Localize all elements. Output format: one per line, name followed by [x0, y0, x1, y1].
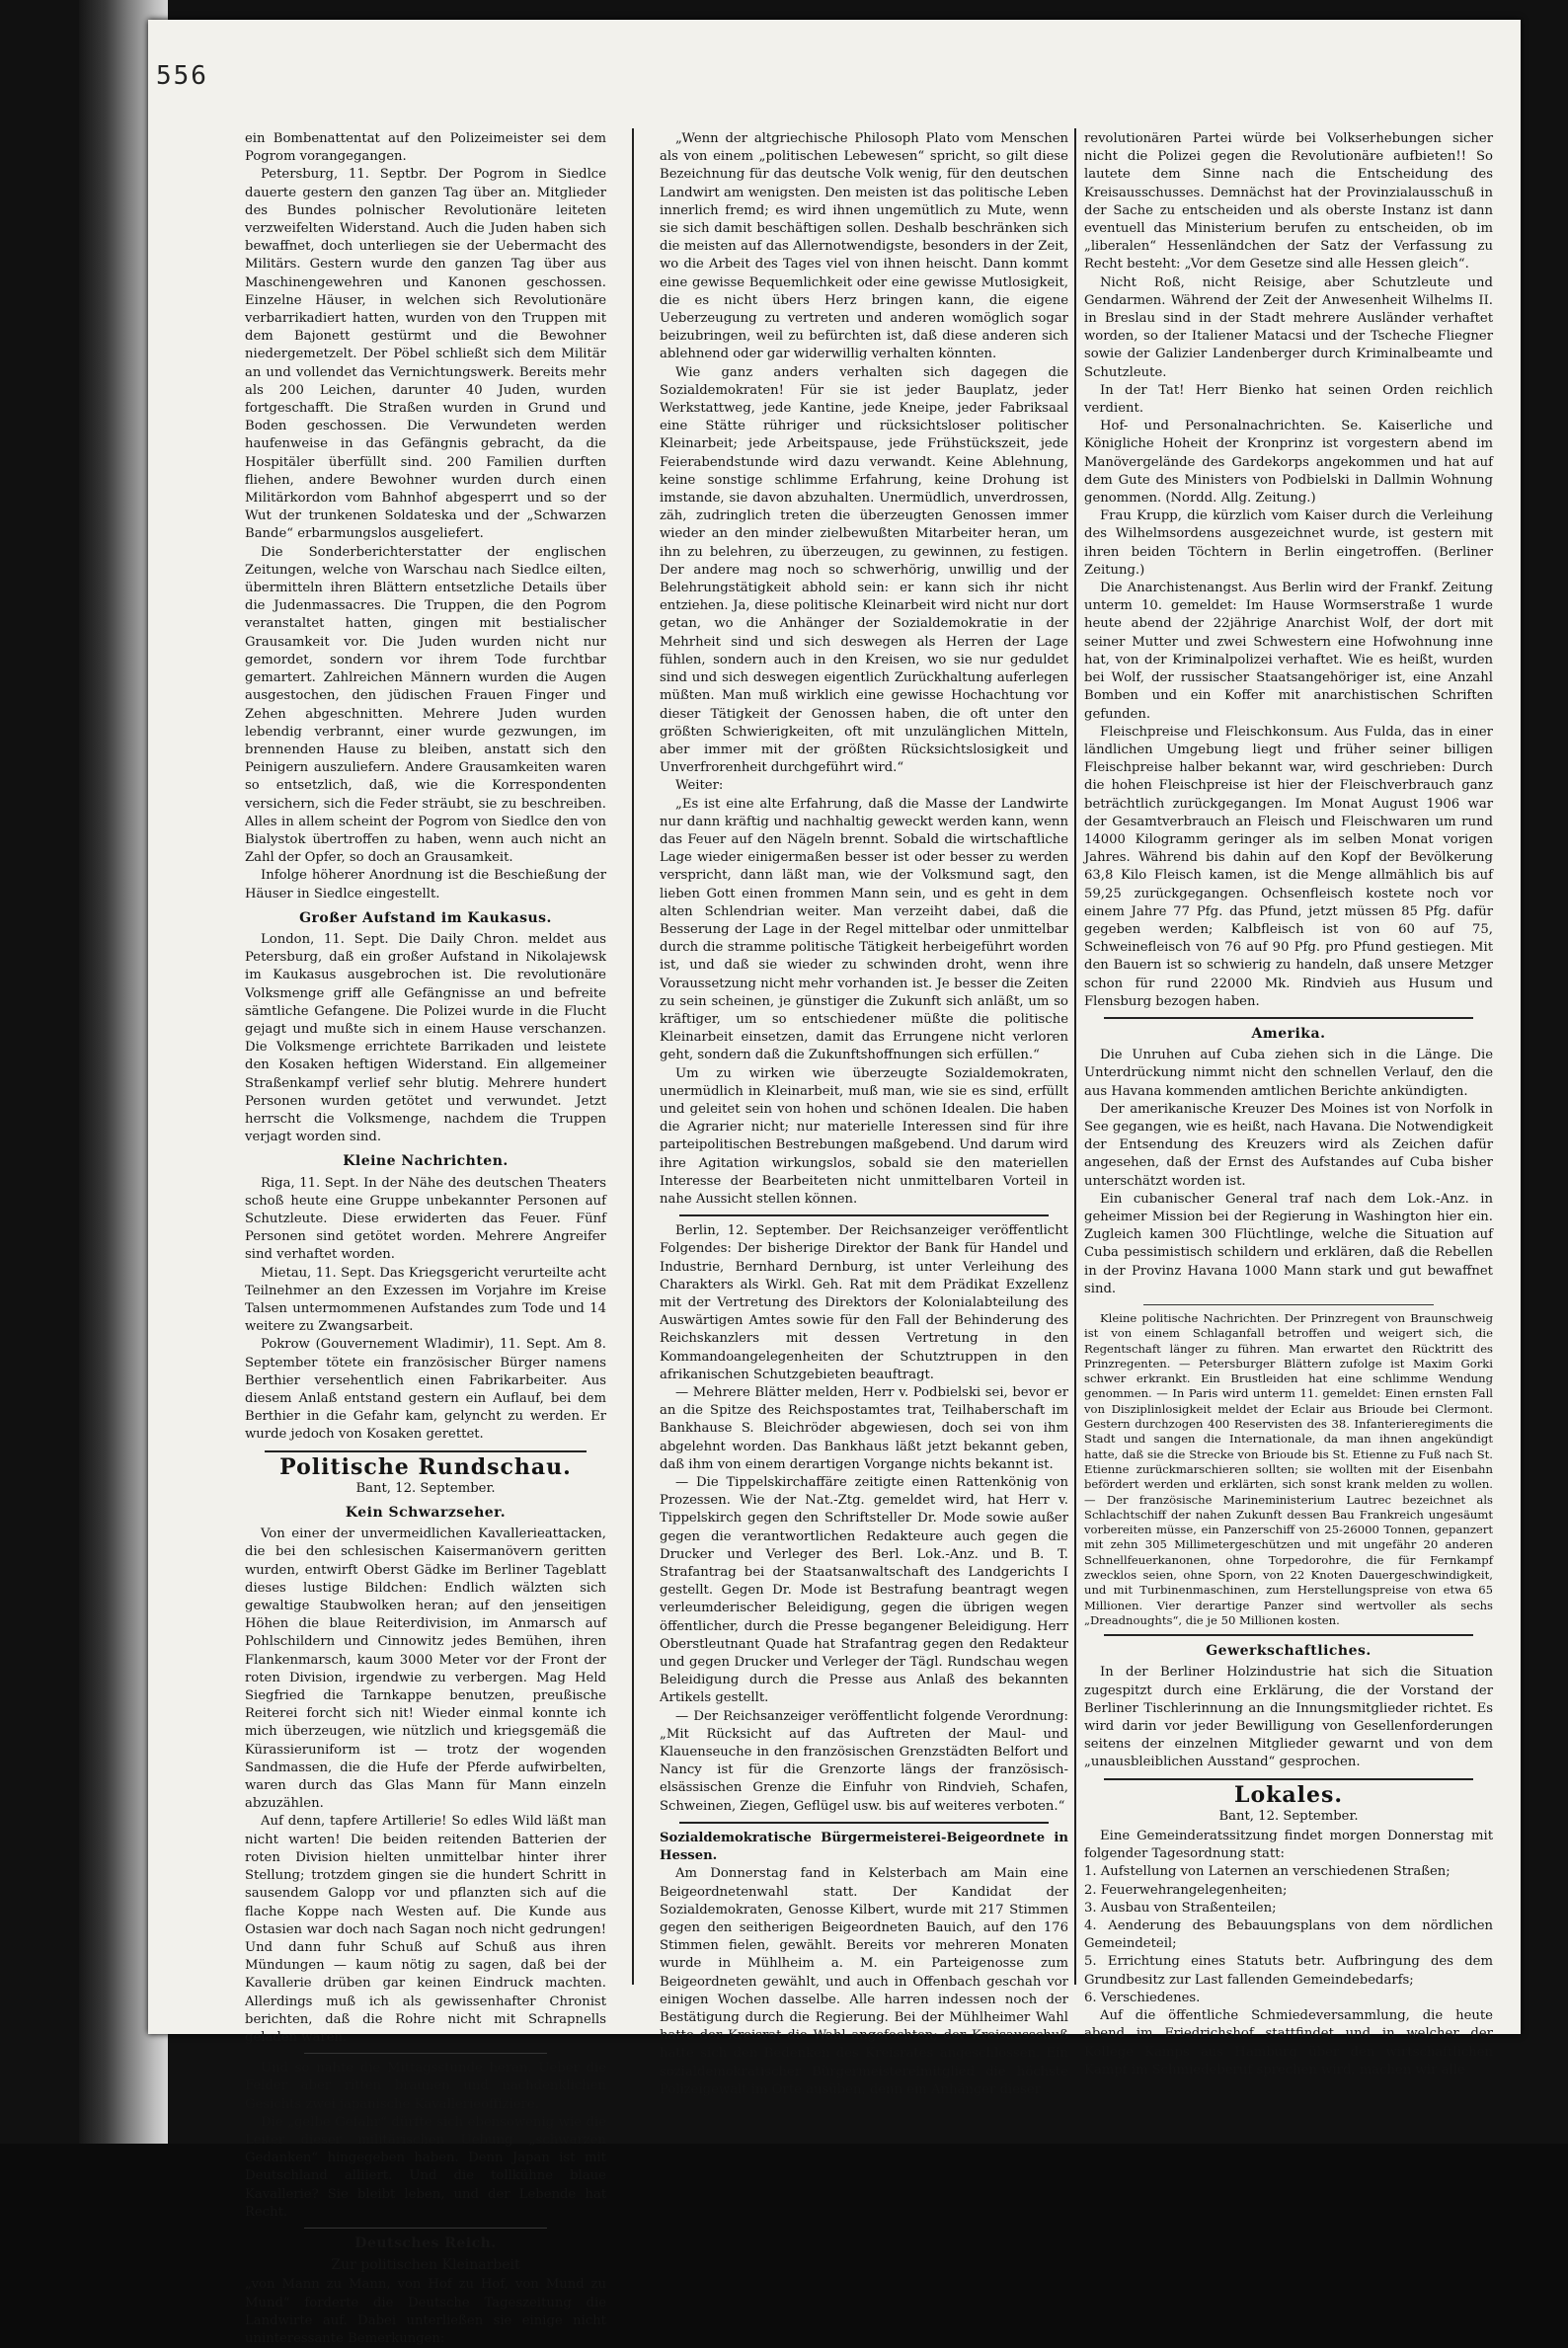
paragraph: Von einer der unvermeidlichen Kavallerieattacken, die bei den schlesischen Kaisermanövern geritten wurden, entwirft Oberst Gädke im Berliner Tageblatt dieses lustige Bildchen: Endlich wälzten sich gewaltige Staubwolken heran; auf den jenseitigen Höhen die blaue Reiterdivision, im Anmarsch auf Pohlschildern und Cinnowitz jedes Bemühen, ihren Flankenmarsch, kaum 3000 Meter vor der Front der roten Division, irgendwie zu verbergen. Mag Held Siegfried die Tarnkappe benutzen, preußische Reiterei forcht sich nit! Wieder einmal konnte ich mich überzeugen, wie nützlich und kriegsgemäß die Kürassieruniform ist — trotz der wogenden Sandmassen, die die Hufe der Pferde aufwirbelten, waren durch das Glas Mann für Mann einzeln abzuzählen.	[245, 1526, 606, 1812]
section-heading: Gewerkschaftliches.	[1206, 1643, 1372, 1660]
section-heading: Deutsches Reich.	[354, 2234, 497, 2251]
paragraph: Eine Gemeinderatssitzung findet morgen Donnerstag mit folgender Tagesordnung statt:	[1084, 1829, 1493, 1862]
column-divider	[632, 128, 634, 1985]
paragraph: Fleischpreise und Fleischkonsum. Aus Fulda, das in einer ländlichen Umgebung liegt und früher seiner billigen Fleischpreise halber bekannt war, wird geschrieben: Durch die hohen Fleischpreise ist hier der Fleischverbrauch ganz beträchtlich zurückgegangen. Im Monat August 1906 war der Gesamtverbrauch an Fleisch und Fleischwaren um rund 14000 Kilogramm geringer als im selben Monat vorigen Jahres. Während bis dahin auf den Kopf der Bevölkerung 63,8 Kilo Fleisch kamen, ist die Menge allmählich bis auf 59,25 zurückgegangen. Ochsenfleisch kostete noch vor einem Jahre 77 Pfg. das Pfund, jetzt müssen 85 Pfg. dafür gegeben werden; Kalbfleisch ist von 60 auf 75, Schweinefleisch von 76 auf 90 Pfg. pro Pfund gestiegen. Mit den Bauern ist so schwierig zu handeln, daß unsere Metzger schon für rund 22000 Mk. Rindvieh aus Husum und Flensburg bezogen haben.	[1084, 724, 1493, 1009]
paragraph: „von Mann zu Mann, von Hof zu Hof, von Mund zu Mund“ forderte die Deutsche Tageszeitung die Landwirte auf. Dabei unterließen sie einige nicht uninteressante Bemerkungen:	[245, 2277, 606, 2346]
paragraph: Die „gelbe Gefahr“ dürfte sich ebensowenig wie die Leiter dieser militärischen Uebung „schwarzen Gedanken“ hingegeben haben. Denn Japan ist mit Deutschland alliiert. Und die tollkühne blaue Kavallerie? Sie bleibt leben, und der Lebende hat Recht.	[245, 2114, 606, 2220]
paragraph: Frau Krupp, die kürzlich vom Kaiser durch die Verleihung des Wilhelmsordens ausgezeichnet wurde, ist gestern mit ihren beiden Töchtern in Berlin eingetroffen. (Berliner Zeitung.)	[1084, 509, 1493, 578]
paragraph: revolutionären Partei würde bei Volkserhebungen sicher nicht die Polizei gegen die Revolutionäre aufbieten!! So lautete dem Sinne nach die Entscheidung des Kreisausschusses. Demnächst hat der Provinzialausschuß in der Sache zu entscheiden und als oberste Instanz ist dann eventuell das Ministerium berufen zu entscheiden, ob im „liberalen“ Hessenländchen der Satz der Verfassung zu Recht besteht: „Vor dem Gesetze sind alle Hessen gleich“.	[1084, 131, 1493, 273]
section-title: Politische Rundschau.	[279, 1453, 572, 1480]
paragraph: „Es ist eine alte Erfahrung, daß die Masse der Landwirte nur dann kräftig und nachhaltig geweckt werden kann, wenn das Feuer auf den Nägeln brennt. Sobald die wirtschaftliche Lage wieder einigermaßen besser ist oder besser zu werden verspricht, dann läßt man, wie der Volksmund sagt, den lieben Gott einen frommen Mann sein, und es geht in dem alten Schlendrian weiter. Man verzeiht dabei, daß die Besserung der Lage in der Regel mittelbar oder unmittelbar durch die stramme politische Tätigkeit herbeigeführt worden ist, und daß sie wieder zu schwinden droht, wenn ihre Voraussetzung nicht mehr vorhanden ist. Je besser die Zeiten zu sein scheinen, je günstiger die Zukunft sich anläßt, um so kräftiger, um so entschiedener müßte die politische Kleinarbeit einsetzen, damit das Errungene nicht verloren geht, sondern daß die Zukunftshoffnungen sich erfüllen.“	[660, 796, 1068, 1063]
paragraph: Infolge höherer Anordnung ist die Beschießung der Häuser in Siedlce eingestellt.	[245, 868, 606, 901]
section-heading: Amerika.	[1251, 1025, 1326, 1042]
article-subheading: Zur politischen Kleinarbeit	[331, 2257, 520, 2274]
page-number: 556	[156, 61, 208, 91]
paragraph: In der Berliner Holzindustrie hat sich die Situation zugespitzt durch eine Erklärung, die der Vorstand der Berliner Tischlerinnung an die Innungsmitglieder richtet. Es wird darin vor jeder Bewilligung von Gesellenforderungen seitens der einzelnen Mitglieder gewarnt und von dem „unausbleiblichen Ausstand“ gesprochen.	[1084, 1665, 1493, 1770]
section-rule	[1104, 1634, 1473, 1636]
divider	[1143, 1304, 1434, 1305]
paragraph: Kleine politische Nachrichten. Der Prinzregent von Braunschweig ist von einem Schlaganfall betroffen und weigert sich, die Regentschaft länger zu führen. Man erwartet den Rücktritt des Prinzregenten. — Petersburger Blättern zufolge ist Maxim Gorki schwer erkrankt. Ein Brustleiden hat eine schlimme Wendung genommen. — In Paris wird unterm 11. gemeldet: Einen ernsten Fall von Disziplinlosigkeit meldet der Eclair aus Brioude bei Clermont. Gestern durchzogen 400 Reservisten des 38. Infanterieregiments die Stadt und sangen die Internationale, da man ihnen angekündigt hatte, daß sie die Strecke von Brioude bis St. Etienne zu Fuß nach St. Etienne zurückmarschieren sollten; sie wollten mit der Eisenbahn befördert werden und erklärten, sich sonst krank melden zu wollen. — Der französische Marineministerium Lautrec bezeichnet als Schlachtschiff der nahen Zukunft dessen Bau Frankreich ungesäumt vorbereiten müsse, ein Panzerschiff von 25-26000 Tonnen, gepanzert mit zehn 305 Millimetergeschützen und mit ungefähr 20 anderen Schnellfeuerkanonen, ohne Torpedorohre, die für Fernkampf zwecklos seien, ohne Sporn, von 22 Knoten Dauergeschwindigkeit, und mit Turbinenmaschinen, zum Herstellungspreise von etwa 65 Millionen. Vier derartige Panzer sind wertvoller als sechs „Dreadnoughts“, die je 50 Millionen kosten.	[1084, 1311, 1493, 1627]
paragraph: In der Tat! Herr Bienko hat seinen Orden reichlich verdient.	[1084, 382, 1493, 417]
section-title: Lokales.	[1233, 1781, 1344, 1808]
section-rule	[1104, 1017, 1473, 1019]
divider	[304, 2228, 547, 2229]
section-heading: Kleine Nachrichten.	[343, 1153, 509, 1170]
article-heading: Kein Schwarzseher.	[345, 1505, 507, 1522]
column-2	[660, 130, 1068, 2099]
paragraph: Und so nahte die Mittagsstunde heran. Ueber die Felder aber ritten braunen und nachdenklichen Gesichts zwei japanische Kavallerieoffiziere.	[245, 2061, 606, 2112]
section-rule	[1104, 1778, 1473, 1780]
list-item: 4. Aenderung des Bebauungsplans von dem nördlichen Gemeindeteil;	[1084, 1918, 1493, 1952]
divider	[304, 2053, 547, 2054]
paragraph: Auf die öffentliche Schmiedeversammlung, die heute abend im Friedrichshof stattfindet und in welcher der Kollege Kamps aus Hamburg über den wirtschaftlichen Kampf im Schmiedeberuf sprechen wird, machen wir alle	[1084, 2008, 1493, 2077]
paragraph: Die Anarchistenangst. Aus Berlin wird der Frankf. Zeitung unterm 10. gemeldet: Im Hause Wormserstraße 1 wurde heute abend der 22jährige Anarchist Wolf, der dort mit seiner Mutter und zwei Schwestern eine Hofwohnung inne hat, von der Kriminalpolizei verhaftet. Wie es heißt, wurden bei Wolf, der russischer Staatsangehöriger ist, eine Anzahl Bomben und ein Koffer mit anarchistischen Schriften gefunden.	[1084, 581, 1493, 722]
paragraph: — Mehrere Blätter melden, Herr v. Podbielski sei, bevor er an die Spitze des Reichspostamtes trat, Teilhaberschaft im Bankhause S. Bleichröder abgewiesen, doch sei von ihm abgelehnt worden. Das Bankhaus läßt jetzt bekannt geben, daß ihm von einem derartigen Vorgange nichts bekannt ist.	[660, 1385, 1068, 1472]
paragraph: Die Sonderberichterstatter der englischen Zeitungen, welche von Warschau nach Siedlce eilten, übermitteln ihren Blättern entsetzliche Details über die Judenmassacres. Die Truppen, die den Pogrom veranstaltet hatten, gingen mit bestialischer Grausamkeit vor. Die Juden wurden nicht nur gemordet, sondern vor ihrem Tode furchtbar gemartert. Zahlreichen Männern wurden die Augen ausgestochen, den jüdischen Frauen Finger und Zehen abgeschnitten. Mehrere Juden wurden lebendig verbrannt, einer wurde gezwungen, im brennenden Hause zu bleiben, anstatt sich den Peinigern auszuliefern. Andere Grausamkeiten waren so entsetzlich, daß, wie die Korrespondenten versichern, sich die Feder sträubt, sie zu beschreiben. Alles in allem scheint der Pogrom von Siedlce den von Bialystok übertroffen zu haben, wenn auch nicht an Zahl der Opfer, so doch an Grausamkeit.	[245, 544, 606, 866]
paragraph: Am Donnerstag fand in Kelsterbach am Main eine Beigeordnetenwahl statt. Der Kandidat der Sozialdemokraten, Genosse Kilbert, wurde mit 217 Stimmen gegen den seitherigen Beigeordneten Bauich, auf den 176 Stimmen fielen, gewählt. Bereits vor mehreren Monaten wurde in Mühlheim a. M. ein Parteigenosse zum Beigeordneten gewählt, und auch in Offenbach geschah vor einigen Wochen dasselbe. Alle harren indessen noch der Bestätigung durch die Regierung. Bei der Mühlheimer Wahl hatte der Kreisrat die Wahl angefochten; der Kreisausschuß hatte sich den Bedenken des Kreisrates angeschlossen. Ein sozialdemokratischer Bürgermeistereimitglied die höchste Polizeigewalt im Orte ausüben, denn ein Anhänger dieser	[660, 1866, 1068, 2097]
paragraph: Die Unruhen auf Cuba ziehen sich in die Länge. Die Unterdrückung nimmt nicht den schnellen Verlauf, den die aus Havana kommenden amtlichen Berichte ankündigten.	[1084, 1048, 1493, 1099]
paragraph: Hof- und Personalnachrichten. Se. Kaiserliche und Königliche Hoheit der Kronprinz ist vorgestern abend im Manövergelände des Gardekorps angekommen und hat auf dem Gute des Ministers von Podbielski in Dallmin Wohnung genommen. (Nordd. Allg. Zeitung.)	[1084, 419, 1493, 507]
list-item: 6. Verschiedenes.	[1084, 1990, 1201, 2005]
column-3	[1084, 130, 1493, 2079]
paragraph: Berlin, 12. September. Der Reichsanzeiger veröffentlicht Folgendes: Der bisherige Direktor der Bank für Handel und Industrie, Bernhard Dernburg, ist unter Verleihung des Charakters als Wirkl. Geh. Rat mit dem Prädikat Exzellenz mit der Vertretung des Direktors der Kolonialabteilung des Auswärtigen Amtes sowie für den Fall der Behinderung des Reichskanzlers mit dessen Vertretung in den Kommandoangelegenheiten der Schutztruppen in den afrikanischen Schutzgebieten beauftragt.	[660, 1223, 1068, 1382]
paragraph: Riga, 11. Sept. In der Nähe des deutschen Theaters schoß heute eine Gruppe unbekannter Personen auf Schutzleute. Diese erwiderten das Feuer. Fünf Personen sind getötet worden. Mehrere Angreifer sind verhaftet worden.	[245, 1175, 606, 1263]
dateline: Bant, 12. September.	[355, 1480, 496, 1496]
section-rule	[265, 1450, 587, 1452]
article-heading: Sozialdemokratische Bürgermeisterei-Beigeordnete in Hessen.	[660, 1830, 1068, 1864]
list-item: 1. Aufstellung von Laternen an verschiedenen Straßen;	[1084, 1864, 1450, 1880]
paragraph: Wie ganz anders verhalten sich dagegen die Sozialdemokraten! Für sie ist jeder Bauplatz, jeder Werkstattweg, jede Kantine, jede Kneipe, jeder Fabriksaal eine Stätte rühriger und rücksichtsloser politischer Kleinarbeit; jede Arbeitspause, jede Frühstückszeit, jede Feierabendstunde wird dazu verwandt. Keine Ablehnung, keine sonstige schlimme Erfahrung, keine Drohung ist imstande, sie davon abzuhalten. Unermüdlich, unverdrossen, zäh, zudringlich treten die überzeugten Genossen immer wieder an den minder zielbewußten Mitarbeiter heran, um ihn zu belehren, zu überzeugen, zu gewinnen, zu festigen. Der andere mag noch so schwerhörig, unwillig und der Belehrungstätigkeit abhold sein: er kann sich ihr nicht entziehen. Ja, diese politische Kleinarbeit wird nicht nur dort getan, wo die Anhänger der Sozialdemokratie in der Mehrheit sind und sich deswegen als Herren der Lage fühlen, sondern auch in den Kreisen, wo sie nur geduldet sind und sich deswegen eigentlich Zurückhaltung auferlegen müßten. Man muß wirklich eine gewisse Hochachtung vor dieser Tätigkeit der Genossen haben, die oft unter den größten Schwierigkeiten, oft mit unzulänglichen Mitteln, aber immer mit der größten Rücksichtslosigkeit und Unverfrorenheit durchgeführt wird.“	[660, 364, 1068, 776]
paragraph: Nicht Roß, nicht Reisige, aber Schutzleute und Gendarmen. Während der Zeit der Anwesenheit Wilhelms II. in Breslau sind in der Stadt mehrere Ausländer verhaftet worden, so der Italiener Matacsi und der Tscheche Fliegner sowie der Galizier Landenberger durch Kriminalbeamte und Schutzleute.	[1084, 274, 1493, 380]
column-divider	[1074, 128, 1076, 1985]
paragraph: London, 11. Sept. Die Daily Chron. meldet aus Petersburg, daß ein großer Aufstand in Nikolajewsk im Kaukasus ausgebrochen ist. Die revolutionäre Volksmenge griff alle Gefängnisse an und befreite sämtliche Gefangene. Die Polizei wurde in die Flucht gejagt und mußte sich in einem Hause verschanzen. Die Volksmenge errichtete Barrikaden und leistete den Kosaken heftigen Widerstand. Ein allgemeiner Straßenkampf verlief sehr blutig. Mehrere hundert Personen wurden getötet und verwundet. Jetzt herrscht die Volksmenge, nachdem die Truppen verjagt worden sind.	[245, 931, 606, 1145]
dateline: Bant, 12. September.	[1218, 1808, 1359, 1824]
paragraph: Weiter:	[675, 778, 724, 794]
column-1	[245, 130, 606, 2348]
paragraph: Um zu wirken wie überzeugte Sozialdemokraten, unermüdlich in Kleinarbeit, muß man, wie sie es sind, erfüllt und geleitet sein von hohen und schönen Idealen. Die haben die Agrarier nicht; nur materielle Interessen sind für ihre parteipolitischen Bestrebungen maßgebend. Und darum wird ihre Agitation wirkungslos, sobald sie den materiellen Interesse der Bearbeiteten nicht unmittelbaren Vorteil in nahe Aussicht stellen können.	[660, 1065, 1068, 1207]
paragraph: „Wenn der altgriechische Philosoph Plato vom Menschen als von einem „politischen Lebewesen“ spricht, so gilt diese Bezeichnung für das deutsche Volk wenig, für den deutschen Landwirt am wenigsten. Den meisten ist das politische Leben innerlich fremd; es wird ihnen ungemütlich zu Mute, wenn sie sich damit beschäftigen sollen. Deshalb beschränken sich die meisten auf das Allernotwendigste, besonders in der Zeit, wo die Arbeit des Tages viel von ihnen heischt. Dann kommt eine gewisse Bequemlichkeit oder eine gewisse Mutlosigkeit, die es nicht übers Herz bringen kann, die eigene Ueberzeugung zu vertreten und anderen womöglich sogar beizubringen, weil zu befürchten ist, daß diese anderen sich ablehnend oder gar widerwillig verhalten könnten.	[660, 131, 1068, 362]
paragraph: Auf denn, tapfere Artillerie! So edles Wild läßt man nicht warten! Die beiden reitenden Batterien der roten Division hielten unmittelbar hinter ihrer Stellung; trotzdem gingen sie die hundert Schritt in sausendem Galopp vor und pflanzten sich auf die flache Koppe nach Westen auf. Die Kunde aus Ostasien war doch nach Sagan noch nicht gedrungen! Und dann fuhr Schuß auf Schuß aus ihren Mündungen — kaum nötig zu sagen, daß bei der Kavallerie drüben gar keinen Eindruck machten. Allerdings muß ich als gewissenhafter Chronist berichten, daß die Rohre nicht mit Schrapnells geladen waren.	[245, 1814, 606, 2045]
section-heading: Großer Aufstand im Kaukasus.	[299, 909, 552, 926]
section-rule	[679, 1822, 1049, 1824]
paragraph: Pokrow (Gouvernement Wladimir), 11. Sept. Am 8. September tötete ein französischer Bürger namens Berthier versehentlich einen Fabrikarbeiter. Aus diesem Anlaß entstand gestern ein Auflauf, bei dem Berthier in die Gefahr kam, gelyncht zu werden. Er wurde jedoch von Kosaken gerettet.	[245, 1337, 606, 1443]
paragraph: Ein cubanischer General traf nach dem Lok.-Anz. in geheimer Mission bei der Regierung in Washington hier ein. Zugleich kamen 300 Flüchtlinge, welche die Situation auf Cuba pessimistisch schildern und erklären, daß die Rebellen in der Provinz Havana 1000 Mann stark und gut bewaffnet sind.	[1084, 1191, 1493, 1296]
paragraph: — Die Tippelskirchaffäre zeitigte einen Rattenkönig von Prozessen. Wie der Nat.-Ztg. gemeldet wird, hat Herr v. Tippelskirch gegen den Schriftsteller Dr. Mode sowie außer gegen die verantwortlichen Redakteure auch gegen die Drucker und Verleger des Berl. Lok.-Anz. und B. T. Strafantrag bei der Staatsanwaltschaft des Landgerichts I gestellt. Gegen Dr. Mode ist Bestrafung beantragt wegen verleumderischer Beleidigung, gegen die übrigen wegen öffentlicher, durch die Presse begangener Beleidigung. Herr Oberstleutnant Quade hat Strafantrag gegen den Redakteur und gegen Drucker und Verleger der Tägl. Rundschau wegen Beleidigung durch die Presse aus Anlaß des bekannten Artikels gestellt.	[660, 1475, 1068, 1706]
section-rule	[679, 1214, 1049, 1216]
paragraph: Der amerikanische Kreuzer Des Moines ist von Norfolk in See gegangen, wie es heißt, nach Havana. Die Notwendigkeit der Entsendung des Kreuzers wird als Zeichen dafür angesehen, daß der Ernst des Aufstandes auf Cuba bisher unterschätzt worden ist.	[1084, 1101, 1493, 1189]
paragraph: Mietau, 11. Sept. Das Kriegsgericht verurteilte acht Teilnehmer an den Exzessen im Vorjahre im Kreise Talsen untermommenen Aufstandes zum Tode und 14 weitere zu Zwangsarbeit.	[245, 1265, 606, 1335]
paragraph: — Der Reichsanzeiger veröffentlicht folgende Verordnung: „Mit Rücksicht auf das Auftreten der Maul- und Klauenseuche in den französischen Grenzstädten Belfort und Nancy ist für die Grenzorte längs der französisch-elsässischen Grenze die Einfuhr von Rindvieh, Schafen, Schweinen, Ziegen, Geflügel usw. bis auf weiteres verboten.“	[660, 1708, 1068, 1814]
list-item: 3. Ausbau von Straßenteilen;	[1084, 1900, 1277, 1916]
paragraph: ein Bombenattentat auf den Polizeimeister sei dem Pogrom vorangegangen.	[245, 131, 606, 165]
paragraph: Petersburg, 11. Septbr. Der Pogrom in Siedlce dauerte gestern den ganzen Tag über an. Mitglieder des Bundes polnischer Revolutionäre leiteten verzweifelten Widerstand. Auch die Juden haben sich bewaffnet, doch unterliegen sie der Uebermacht des Militärs. Gestern wurde den ganzen Tag über aus Maschinengewehren und Kanonen geschossen. Einzelne Häuser, in welchen sich Revolutionäre verbarrikadiert hatten, wurden von den Truppen mit dem Bajonett gestürmt und die Bewohner niedergemetzelt. Der Pöbel schließt sich dem Militär an und vollendet das Vernichtungswerk. Bereits mehr als 200 Leichen, darunter 40 Juden, wurden fortgeschafft. Die Straßen wurden in Grund und Boden geschossen. Die Verwundeten werden haufenweise in das Gefängnis gebracht, da die Hospitäler überfüllt sind. 200 Familien durften fliehen, andere Bewohner wurden durch einen Militärkordon vom Bahnhof abgesperrt und so der Wut der trunkenen Soldateska und der „Schwarzen Bande“ erbarmungslos ausgeliefert.	[245, 167, 606, 542]
list-item: 2. Feuerwehrangelegenheiten;	[1084, 1882, 1288, 1898]
list-item: 5. Errichtung eines Statuts betr. Aufbringung des dem Grundbesitz zur Last fallenden Gemeindebedarfs;	[1084, 1954, 1493, 1988]
